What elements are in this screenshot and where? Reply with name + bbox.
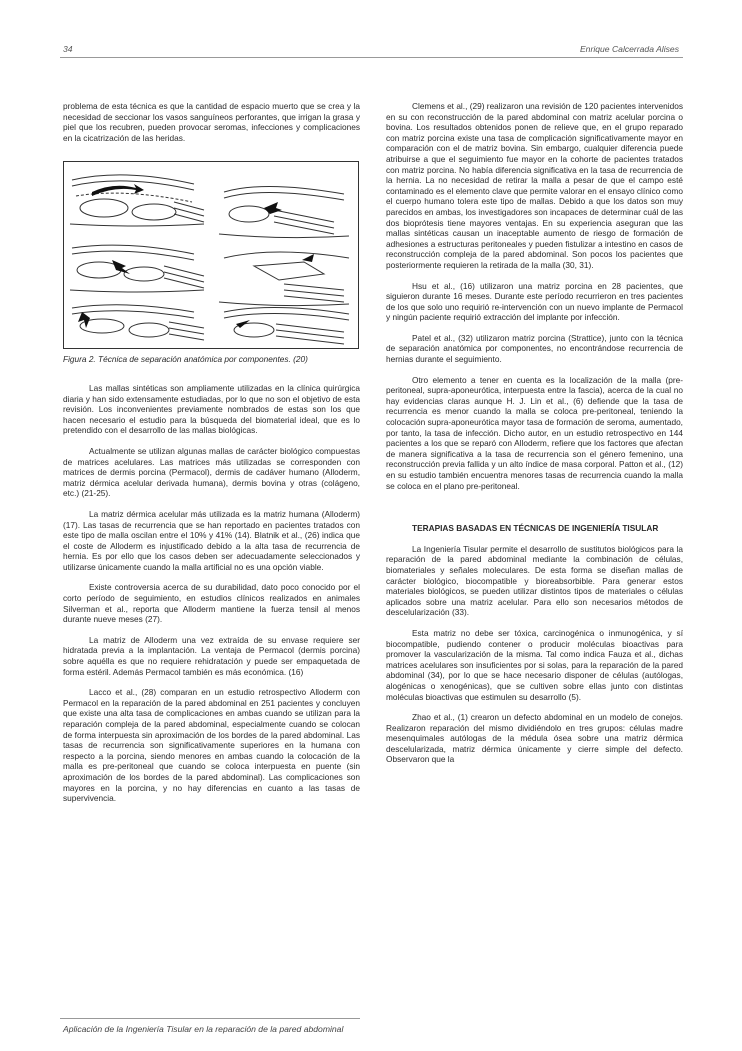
paragraph: Lacco et al., (28) comparan en un estudio retrospectivo Alloderm con Permacol en la reparación de la pared abdominal en 251 pacientes y concluyen que existe una alta tasa de complicaciones en ambas cuando se utilizan para la reparación compleja de la pared abdominal, especialmente cuando se colocan de forma interpuesta sin aproximación de los bordes de la pared abdominal. Las tasas de recurrencia son significativamente superiores en la humana con respecto a la porcina, siendo menores en ambas cuando la colocación de la malla es pre-peritoneal que cuando se coloca interpuesta en puente (sin aproximación de los bordes de la pared abdominal). Las complicaciones son mayores en la porcina, y no hay diferencias en cuanto a las tasas de supervivencia. (63, 687, 360, 804)
page-number: 34 (63, 44, 73, 54)
paragraph: Hsu et al., (16) utilizaron una matriz porcina en 28 pacientes, que siguieron durante 16 meses. Durante este período recurrieron en tres pacientes de los que solo uno requirió re-intervención con un nuevo implante de Permacol y ningún paciente requirió extracción del implante por infección. (386, 280, 683, 323)
paragraph: Existe controversia acerca de su durabilidad, dato poco conocido por el corto período de seguimiento, en estudios clínicos realizados en animales Silverman et al., reporta que Alloderm mantiene la fuerza tensil al menos durante nueve meses (27). (63, 582, 360, 625)
paragraph: Actualmente se utilizan algunas mallas de carácter biológico compuestas de matrices acelulares. Las matrices más utilizadas se corresponden con matrices de dermis porcina (Permacol), dermis de cadáver humano (Alloderm, matriz dérmica acelular derivada humana), dermis bovina y otras (colágeno, etc.) (21-25). (63, 445, 360, 499)
paragraph: Las mallas sintéticas son ampliamente utilizadas en la clínica quirúrgica diaria y han sido extensamente estudiadas, por lo que no son el objetivo de esta revisión. Los inconvenientes previamente nombrados de estas son los que hacen necesario el estudio para la búsqueda del biomaterial ideal, que es lo pretendido con el desarrollo de las mallas biológicas. (63, 382, 360, 436)
figure-illustration (63, 161, 359, 349)
paragraph: La matriz de Alloderm una vez extraída de su envase requiere ser hidratada previa a la implantación. La ventaja de Permacol (dermis porcina) sobre aquélla es que no requiere rehidratación y puede ser empaquetada de forma estéril. Además Permacol también es más económica. (16) (63, 634, 360, 677)
paragraph: La matriz dérmica acelular más utilizada es la matriz humana (Alloderm) (17). Las tasas de recurrencia que se han reportado en pacientes tratados con este tipo de malla oscilan entre el 10% y 41% (14). Blatnik et al., (26) indica que el coste de Alloderm es injustificado debido a la alta tasa de recurrencia de hernia. Es por ello que los casos deben ser adecuadamente seleccionados y utilizarse únicamente cuando la malla artificial no es una opción viable. (63, 508, 360, 572)
right-column (386, 101, 683, 765)
paragraph: La Ingeniería Tisular permite el desarrollo de sustitutos biológicos para la reparación de la pared abdominal mediante la combinación de células, biomateriales y señales moleculares. De esta forma se diseñan mallas de carácter biológico, biocompatible y bioreabsorbible. Para generar estos materiales biológicos, se pueden utilizar distintos tipos de materiales o células aplicados sobre una matriz acelular. Para ello son necesarios métodos de descelularización (33). (386, 543, 683, 618)
surgical-technique-drawing (64, 162, 358, 348)
paragraph: Patel et al., (32) utilizaron matriz porcina (Strattice), junto con la técnica de separación anatómica por componentes, no encontrándose recurrencia de hernias durante el seguimiento. (386, 332, 683, 365)
header-rule (60, 57, 683, 58)
paragraph: Clemens et al., (29) realizaron una revisión de 120 pacientes intervenidos en su con reconstrucción de la pared abdominal con matriz acelular porcina o bovina. Los resultados obtenidos ponen de relieve que, en el grupo reparado con matriz porcina existe una tasa de complicación significativamente mayor en comparación con el de matriz bovina. Sin embargo, cualquier diferencia puede atribuirse a que el seguimiento fue mayor en la cohorte de pacientes tratados con matriz porcina. No había diferencia significativa en la tasa de recurrencia de la hernia. La no necesidad de retirar la malla a pesar de que el campo esté contaminado es el elemento clave que permite valorar en el ensayo clínico como el cuerpo humano tolera este tipo de mallas. Debido a que los datos son muy parecidos en ambas, los investigadores son incapaces de determinar cuál de las dos bioprótesis tiene mayores ventajas. En su experiencia aseguran que las mallas sintéticas causan un inaceptable aumento de riesgo de formación de adhesiones a estructuras peritoneales y pueden fistulizar a intestino en casos de reconstrucción compleja de la pared abdominal. Son pocos los pacientes que posteriormente requieren la retirada de la malla (30, 31). (386, 101, 684, 270)
paragraph: problema de esta técnica es que la cantidad de espacio muerto que se crea y la necesidad de seccionar los vasos sanguíneos perforantes, que irrigan la grasa y piel que los recubren, pueden provocar seromas, infecciones y complicaciones en la cicatrización de las heridas. (63, 101, 360, 143)
paragraph: Zhao et al., (1) crearon un defecto abdominal en un modelo de conejos. Realizaron reparación del mismo dividiéndolo en tres grupos: células madre mesenquimales autólogas de la médula ósea sobre una matriz dérmica descelularizada, matriz dérmica únicamente y cierre simple del defecto. Observaron que la (386, 712, 683, 765)
footer-rule (60, 1018, 360, 1019)
paragraph: Otro elemento a tener en cuenta es la localización de la malla (pre-peritoneal, supra-aponeurótica, interpuesta entre la fascia), acerca de la cual no hay evidencias claras aunque H. J. Lin et al., (6) defiende que la tasa de recurrencia es menor cuando la malla se coloca pre-peritoneal, teniendo la colocación supra-aponeurótica mayor tasa de formación de seroma, aumentado, por tanto, la tasa de infección. Dicho autor, en un estudio retrospectivo en 144 pacientes a los que se reparó con Alloderm, refiere que los factores que afectan de manera significativa a la tasa de recurrencia son el género femenino, una reconstrucción previa fallida y un alto índice de masa corporal. Patton et al., (12) en su estudio también encuentra menores tasas de recurrencia cuando la malla se coloca en el plano pre-peritoneal. (386, 374, 683, 491)
running-footer: Aplicación de la Ingeniería Tisular en la reparación de la pared abdominal (63, 1024, 344, 1034)
figure-caption: Figura 2. Técnica de separación anatómica por componentes. (20) (63, 354, 308, 365)
paragraph: Esta matriz no debe ser tóxica, carcinogénica o inmunogénica, y sí biocompatible, pudiendo contener o producir moléculas bioactivas para promover la vascularización de la misma. Tal como indica Fauza et al., dichas matrices acelulares son insuficientes por si solas, para la reparación de la pared abdominal (34), por lo que se hace necesario disponer de células (autólogas, alogénicas o xenogénicas), que se cultiven sobre ellas junto con distintas moléculas bioactivas que estimulen su desarrollo (5). (386, 627, 683, 702)
left-column (63, 101, 360, 804)
running-author: Enrique Calcerrada Alises (579, 44, 679, 54)
section-heading: TERAPIAS BASADAS EN TÉCNICAS DE INGENIERÍA TISULAR (412, 523, 659, 534)
